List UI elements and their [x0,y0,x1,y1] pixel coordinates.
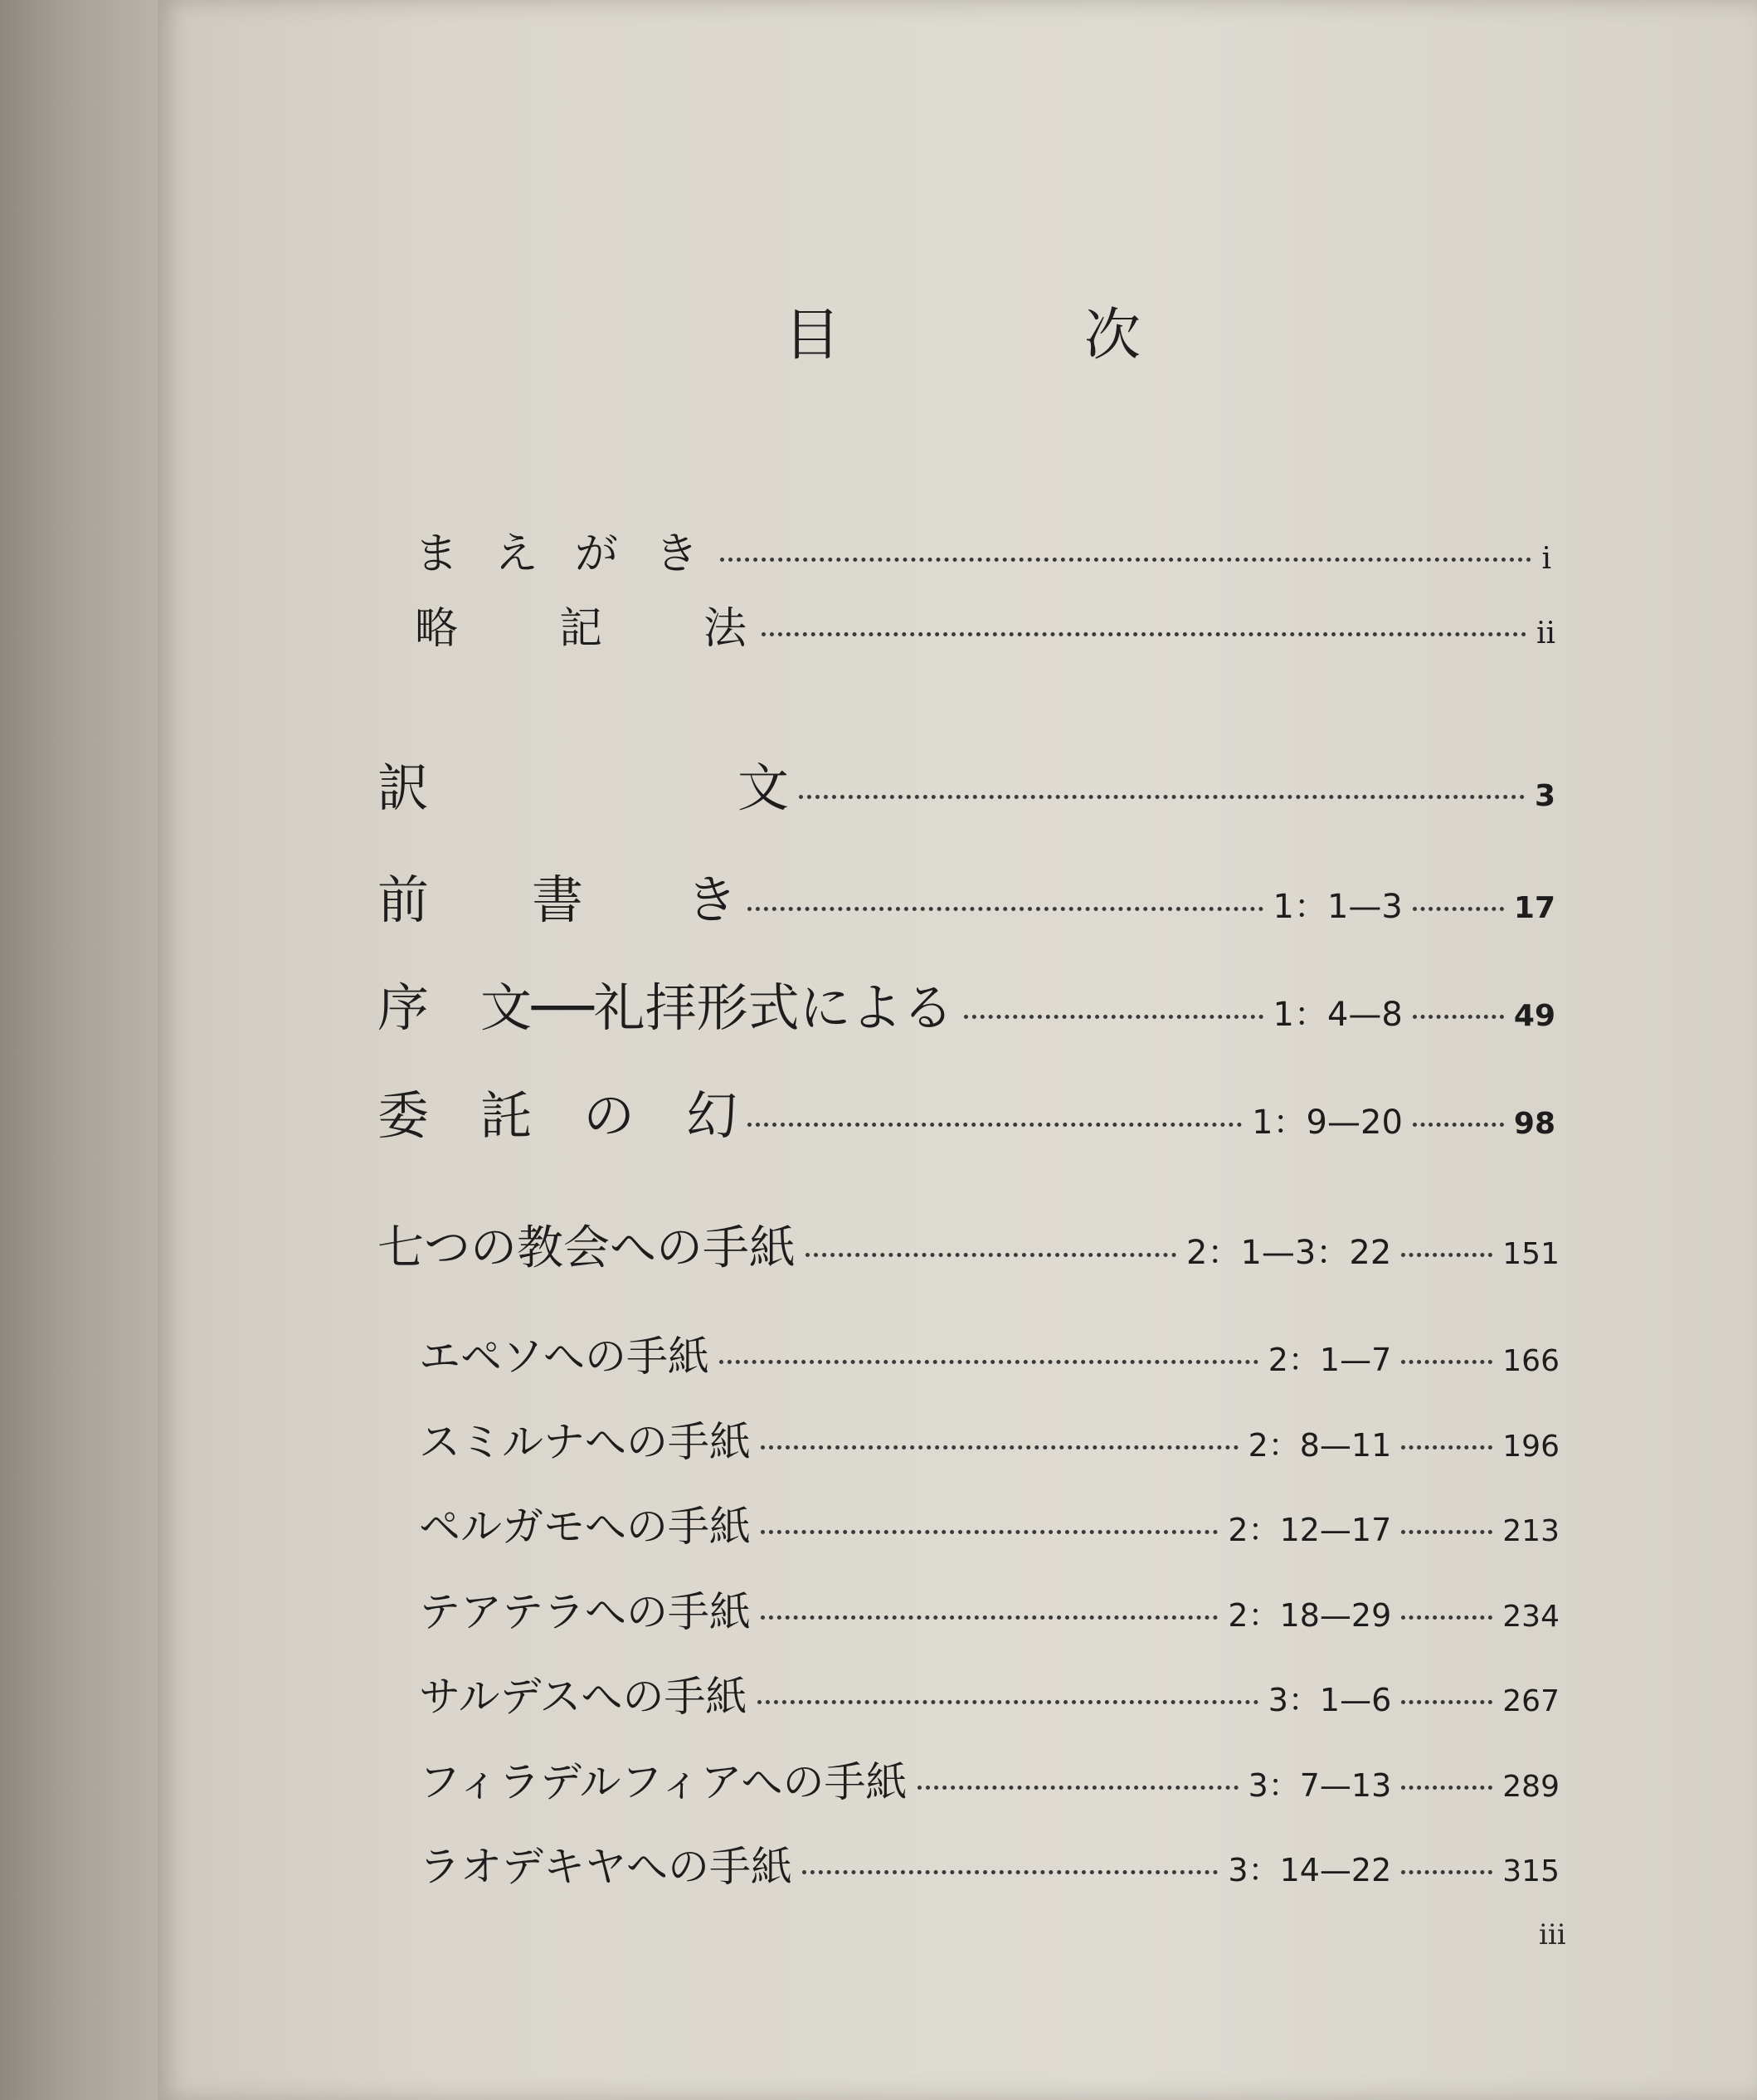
verse-reference: 1：1—3 [1273,888,1403,926]
dot-leader [964,1015,1263,1019]
entry-label: ま え が き [415,529,710,579]
title-char: 次 [1083,303,1141,368]
entry-label: エペソへの手紙 [419,1333,709,1381]
verse-reference: 2：18—29 [1228,1597,1392,1634]
entry-label: 訳 文 [377,758,790,818]
dot-leader [757,1700,1258,1704]
title-char: 目 [784,303,841,368]
toc-entry-preface[interactable] [415,519,1551,581]
toc-entry-abbreviations[interactable] [415,593,1555,655]
verse-reference: 2：1—7 [1268,1342,1392,1378]
toc-entry-smyrna[interactable] [419,1409,1560,1469]
page-number: 151 [1502,1237,1560,1271]
entry-label: 略 記 法 [415,604,752,654]
dot-leader [802,1870,1218,1874]
page-number: 166 [1502,1344,1560,1378]
toc-entry-ephesus[interactable] [419,1323,1560,1383]
verse-reference: 1：4—8 [1273,996,1403,1034]
toc-entry-thyatira[interactable] [419,1579,1560,1639]
page-number: 267 [1502,1684,1560,1718]
dot-leader [917,1786,1239,1790]
dot-leader [1401,1530,1492,1534]
dot-leader [1413,907,1504,911]
page-number: ii [1536,616,1555,650]
page-number: 98 [1513,1107,1555,1141]
page-number: 49 [1513,999,1555,1033]
dot-leader [747,907,1263,911]
dot-leader [1401,1786,1492,1790]
entry-label: フィラデルフィアへの手紙 [419,1758,908,1806]
dot-leader [1401,1870,1492,1874]
entry-label: ペルガモへの手紙 [419,1503,751,1551]
page-folio: iii [1539,1918,1566,1951]
verse-reference: 3：1—6 [1268,1682,1392,1718]
page-number: 3 [1534,779,1555,813]
toc-entry-vision[interactable] [377,1074,1555,1148]
verse-reference: 3：14—22 [1228,1852,1392,1888]
dot-leader [1401,1700,1492,1704]
dot-leader [747,1123,1242,1127]
entry-label: 序 文──礼拝形式による [377,977,954,1038]
toc-entry-foreword[interactable] [377,859,1555,933]
entry-label: 前 書 き [377,870,738,930]
toc-entry-philadelphia[interactable] [419,1749,1560,1809]
dot-leader [1401,1360,1492,1364]
toc-entry-sardis[interactable] [419,1664,1560,1723]
dot-leader [1401,1615,1492,1620]
entry-label: テアテラへの手紙 [419,1588,751,1636]
entry-label: サルデスへの手紙 [419,1673,747,1721]
book-gutter [0,0,158,2100]
toc-entry-translation[interactable] [377,747,1555,821]
dot-leader [761,1445,1239,1450]
dot-leader [761,1615,1218,1620]
entry-label: 委 託 の 幻 [377,1085,738,1146]
dot-leader [762,632,1526,636]
toc-entry-pergamum[interactable] [419,1493,1560,1553]
verse-reference: 1：9—20 [1252,1104,1403,1142]
dot-leader [720,558,1532,562]
page-number: 234 [1502,1600,1560,1634]
page-number: 17 [1513,891,1555,925]
dot-leader [1401,1253,1492,1257]
entry-label: ラオデキヤへの手紙 [419,1843,792,1891]
dot-leader [761,1530,1218,1534]
toc-entry-laodicea[interactable] [419,1834,1560,1893]
verse-reference: 2：12—17 [1228,1512,1392,1548]
verse-reference: 3：7—13 [1248,1767,1392,1804]
toc-entry-prologue[interactable] [377,967,1555,1040]
dot-leader [719,1360,1258,1364]
show-through-text [1319,124,1352,172]
page-title [784,290,1141,371]
verse-reference: 2：8—11 [1248,1427,1392,1464]
page-number: 289 [1502,1770,1560,1804]
page-number: i [1541,542,1551,576]
entry-label: スミルナへの手紙 [419,1418,751,1466]
dot-leader [1413,1015,1504,1019]
dot-leader [799,795,1525,799]
entry-label: 七つの教会への手紙 [377,1221,796,1275]
page-number: 213 [1502,1514,1560,1548]
page-number: 315 [1502,1854,1560,1888]
dot-leader [1413,1123,1504,1127]
page-number: 196 [1502,1430,1560,1464]
verse-reference: 2：1—3：22 [1186,1234,1392,1272]
dot-leader [1401,1445,1492,1450]
toc-entry-seven-churches[interactable] [377,1211,1560,1278]
dot-leader [805,1253,1176,1257]
